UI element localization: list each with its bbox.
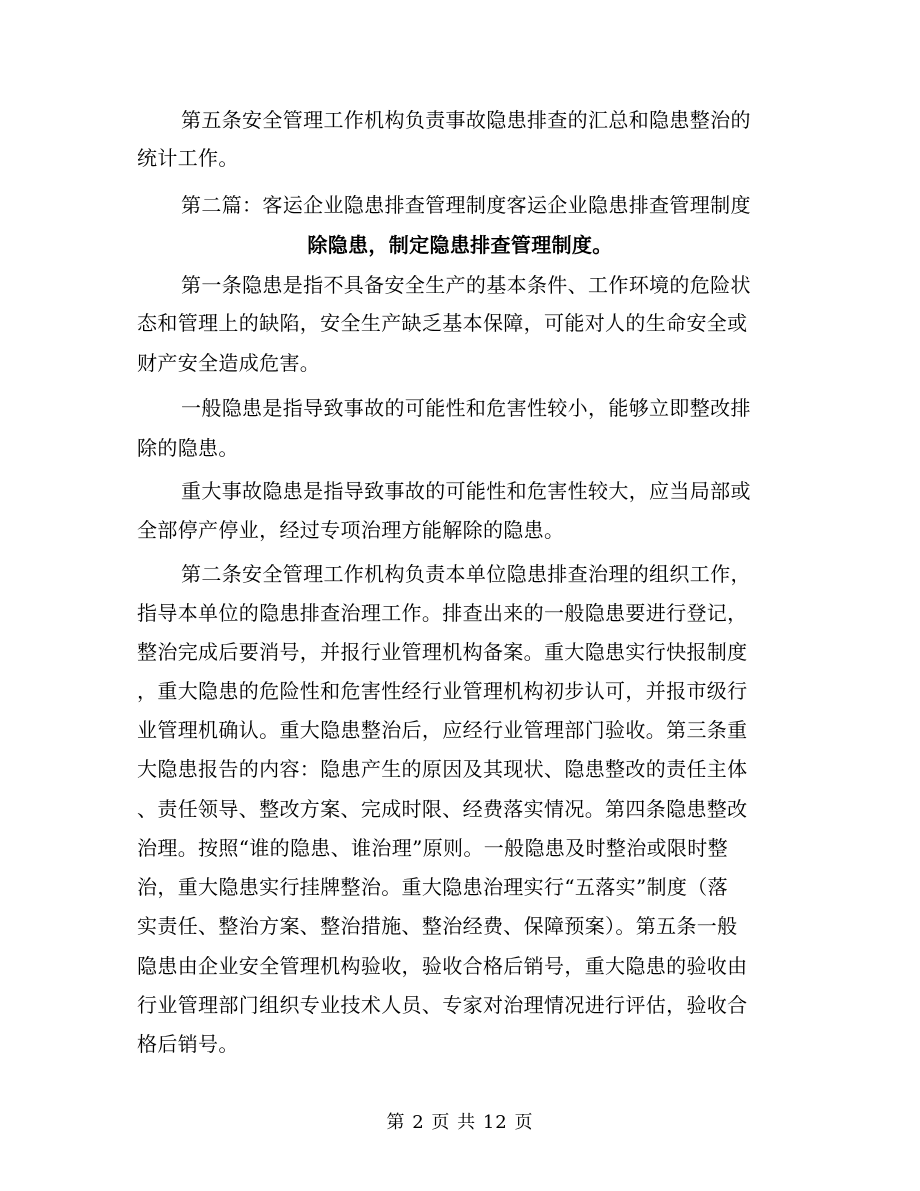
paragraph-line: 治理。按照“谁的隐患、谁治理”原则。一般隐患及时整治或限时整 [137,836,728,860]
section-heading-line: 第二篇：客运企业隐患排查管理制度客运企业隐患排查管理制度 [181,193,751,217]
paragraph-line: 指导本单位的隐患排查治理工作。排查出来的一般隐患要进行登记， [137,601,748,625]
paragraph-line: 一般隐患是指导致事故的可能性和危害性较小，能够立即整改排 [181,396,751,420]
paragraph-line: ，重大隐患的危险性和危害性经行业管理机构初步认可，并报市级行 [137,679,748,703]
paragraph-line: 行业管理部门组织专业技术人员、专家对治理情况进行评估，验收合 [137,993,748,1017]
paragraph-line: 、责任领导、整改方案、完成时限、经费落实情况。第四条隐患整改 [137,797,748,821]
paragraph-line: 统计工作。 [137,146,239,170]
paragraph-line: 隐患由企业安全管理机构验收，验收合格后销号，重大隐患的验收由 [137,954,748,978]
paragraph-line: 业管理机确认。重大隐患整治后，应经行业管理部门验收。第三条重 [137,718,748,742]
paragraph-line: 重大事故隐患是指导致事故的可能性和危害性较大，应当局部或 [181,479,751,503]
paragraph-line: 第五条安全管理工作机构负责事故隐患排查的汇总和隐患整治的 [181,108,751,132]
paragraph-line: 除的隐患。 [137,436,239,460]
paragraph-line: 大隐患报告的内容：隐患产生的原因及其现状、隐患整改的责任主体 [137,757,748,781]
paragraph-line: 财产安全造成危害。 [137,351,321,375]
paragraph-line: 治，重大隐患实行挂牌整治。重大隐患治理实行“五落实”制度（落 [137,875,728,899]
paragraph-line: 第一条隐患是指不具备安全生产的基本条件、工作环境的危险状 [181,273,751,297]
page-number-footer: 第 2 页 共 12 页 [386,1112,534,1133]
paragraph-line: 第二条安全管理工作机构负责本单位隐患排查治理的组织工作， [181,562,751,586]
bold-heading-line: 除隐患，制定隐患排查管理制度。 [307,233,613,257]
paragraph-line: 态和管理上的缺陷，安全生产缺乏基本保障，可能对人的生命安全或 [137,311,748,335]
paragraph-line: 整治完成后要消号，并报行业管理机构备案。重大隐患实行快报制度 [137,640,748,664]
paragraph-line: 全部停产停业，经过专项治理方能解除的隐患。 [137,518,565,542]
paragraph-line: 格后销号。 [137,1032,239,1056]
paragraph-line: 实责任、整治方案、整治措施、整治经费、保障预案）。第五条一般 [137,914,738,938]
